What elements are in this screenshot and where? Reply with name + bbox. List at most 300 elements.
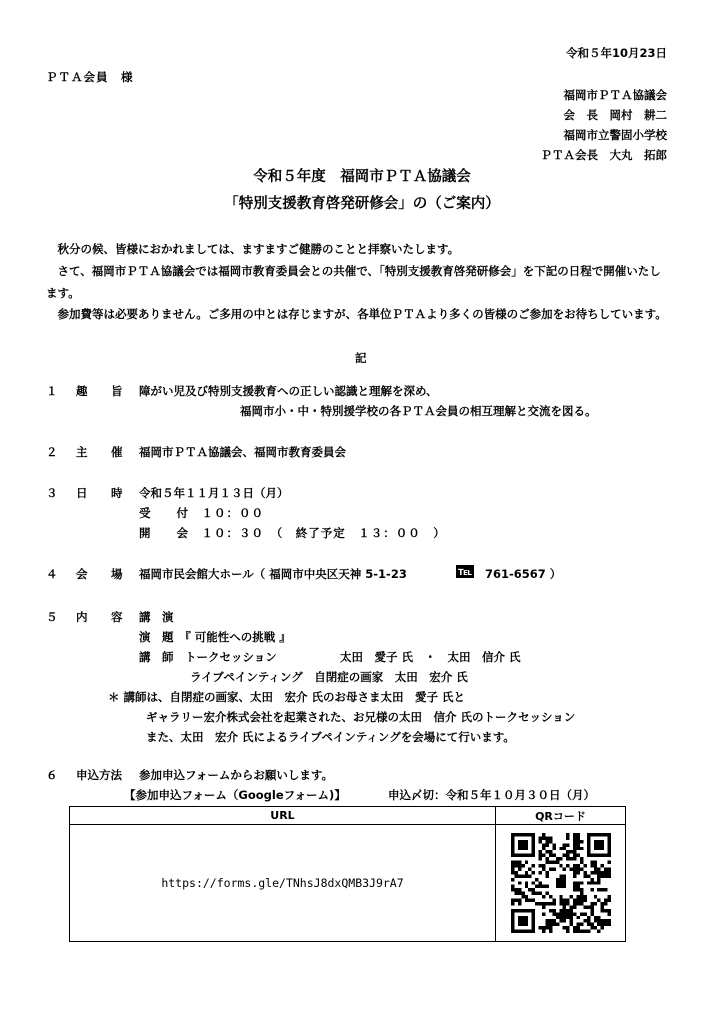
qr-module bbox=[517, 902, 520, 905]
qr-module bbox=[545, 836, 548, 839]
qr-module bbox=[562, 867, 565, 870]
qr-module bbox=[607, 923, 610, 926]
qr-module bbox=[607, 912, 610, 915]
qr-module bbox=[538, 836, 541, 839]
qr-module bbox=[579, 912, 582, 915]
item-6-heading bbox=[46, 767, 138, 783]
qr-module bbox=[607, 909, 610, 912]
qr-module bbox=[569, 912, 572, 915]
qr-module bbox=[548, 926, 551, 929]
qr-module bbox=[531, 871, 534, 874]
qr-module bbox=[548, 836, 551, 839]
qr-module bbox=[573, 850, 576, 853]
qr-module bbox=[569, 895, 572, 898]
item-label: 日 時 bbox=[76, 486, 129, 500]
qr-module bbox=[538, 864, 541, 867]
qr-module bbox=[531, 864, 534, 867]
qr-module bbox=[576, 916, 579, 919]
qr-module bbox=[597, 874, 600, 877]
qr-module bbox=[517, 874, 520, 877]
qr-module bbox=[576, 885, 579, 888]
letter-date: 令和５年10月23日 bbox=[565, 46, 667, 60]
item-number: １ bbox=[46, 384, 58, 398]
qr-module bbox=[542, 895, 545, 898]
qr-module bbox=[538, 926, 541, 929]
qr-module bbox=[583, 871, 586, 874]
qr-module bbox=[552, 867, 555, 870]
qr-module bbox=[576, 930, 579, 933]
qr-module bbox=[583, 899, 586, 902]
qr-module bbox=[583, 864, 586, 867]
form-title: 【参加申込フォーム（Googleフォーム)】 bbox=[124, 788, 346, 802]
qr-module bbox=[559, 902, 562, 905]
qr-module bbox=[542, 854, 545, 857]
qr-module bbox=[514, 888, 517, 891]
qr-module bbox=[583, 930, 586, 933]
qr-module bbox=[542, 867, 545, 870]
qr-module bbox=[573, 847, 576, 850]
qr-module bbox=[531, 881, 534, 884]
qr-module bbox=[569, 850, 572, 853]
sender-block bbox=[541, 85, 668, 165]
qr-module bbox=[511, 902, 514, 905]
qr-module bbox=[566, 843, 569, 846]
item-5-note: ＊ 講師は、自閉症の画家、太田 宏介 氏のお母さま太田 愛子 氏と bbox=[108, 690, 466, 704]
item-1-heading bbox=[46, 383, 138, 399]
qr-module bbox=[548, 895, 551, 898]
qr-module bbox=[559, 857, 562, 860]
item-5-note: また、太田 宏介 氏によるライブペインティングを会場にて行います。 bbox=[146, 730, 515, 744]
qr-module bbox=[559, 874, 566, 877]
qr-module bbox=[573, 854, 576, 857]
sender-line: 福岡市立警固小学校 bbox=[563, 128, 667, 142]
qr-module bbox=[600, 905, 603, 908]
qr-module bbox=[576, 836, 579, 839]
qr-module bbox=[566, 916, 569, 919]
item-6-text: 参加申込フォームからお願いします。 bbox=[139, 768, 334, 782]
item-5-live-painting: ライブペインティング 自閉症の画家 太田 宏介 氏 bbox=[190, 670, 468, 684]
qr-module bbox=[542, 847, 545, 850]
qr-module bbox=[531, 899, 534, 902]
qr-module bbox=[528, 888, 531, 891]
qr-module bbox=[590, 888, 593, 891]
qr-module bbox=[586, 874, 589, 877]
qr-module bbox=[514, 861, 517, 864]
qr-module bbox=[573, 843, 576, 846]
qr-header: QRコード bbox=[496, 807, 626, 825]
qr-module bbox=[583, 874, 586, 877]
qr-module bbox=[566, 864, 569, 867]
qr-module bbox=[566, 912, 569, 915]
qr-module bbox=[524, 895, 527, 898]
qr-module bbox=[593, 861, 596, 864]
qr-module bbox=[562, 854, 565, 857]
qr-module bbox=[542, 843, 545, 846]
qr-module bbox=[607, 861, 610, 864]
qr-module bbox=[579, 847, 582, 850]
qr-module bbox=[593, 916, 596, 919]
qr-module bbox=[524, 885, 527, 888]
qr-module bbox=[590, 902, 593, 905]
qr-module bbox=[531, 892, 534, 895]
ki-heading: 記 bbox=[355, 351, 367, 365]
qr-module bbox=[573, 885, 576, 888]
qr-module bbox=[548, 923, 551, 926]
title-line-2: 「特別支援教育啓発研修会」の（ご案内） bbox=[224, 196, 500, 212]
qr-module bbox=[545, 850, 548, 853]
qr-module bbox=[573, 899, 576, 902]
qr-module bbox=[604, 899, 607, 902]
qr-module bbox=[579, 867, 582, 870]
qr-module bbox=[597, 899, 600, 902]
qr-module bbox=[590, 926, 593, 929]
qr-module bbox=[566, 857, 569, 860]
qr-module bbox=[569, 867, 572, 870]
qr-module bbox=[586, 923, 589, 926]
qr-module bbox=[607, 919, 610, 922]
qr-module bbox=[590, 905, 593, 908]
qr-module bbox=[542, 833, 545, 836]
qr-module bbox=[559, 864, 562, 867]
item-4-venue: 福岡市民会館大ホール（ 福岡市中央区天神 5-1-23 bbox=[139, 567, 407, 581]
qr-module bbox=[597, 888, 600, 891]
qr-module bbox=[593, 867, 596, 870]
qr-module bbox=[607, 874, 610, 877]
qr-module bbox=[555, 857, 558, 860]
item-number: ５ bbox=[46, 610, 58, 624]
qr-module bbox=[542, 930, 545, 933]
qr-module bbox=[545, 840, 548, 843]
qr-module bbox=[552, 909, 555, 912]
qr-module bbox=[566, 854, 569, 857]
qr-module bbox=[576, 899, 579, 902]
qr-module bbox=[514, 874, 517, 877]
qr-code-graphic bbox=[511, 833, 611, 933]
qr-module bbox=[542, 905, 545, 908]
qr-module bbox=[535, 902, 538, 905]
qr-module bbox=[569, 909, 572, 912]
qr-module bbox=[604, 888, 607, 891]
qr-module bbox=[545, 857, 548, 860]
qr-module bbox=[511, 864, 514, 867]
qr-module bbox=[600, 864, 603, 867]
qr-module bbox=[548, 919, 551, 922]
item-1-text: 障がい児及び特別支援教育への正しい認識と理解を深め、 bbox=[139, 384, 438, 398]
qr-module bbox=[559, 847, 562, 850]
qr-module bbox=[524, 899, 527, 902]
item-number: ４ bbox=[46, 567, 58, 581]
qr-module bbox=[590, 912, 593, 915]
intro-paragraph: さて、福岡市ＰＴＡ協議会では福岡市教育委員会との共催で、「特別支援教育啓発研修会」を下記の日程で開催いたします。 bbox=[46, 264, 661, 300]
item-3-heading bbox=[46, 485, 138, 501]
qr-module bbox=[542, 912, 545, 915]
qr-module bbox=[579, 840, 582, 843]
qr-module bbox=[579, 899, 582, 902]
qr-module bbox=[511, 878, 514, 881]
qr-module bbox=[562, 905, 565, 908]
qr-module bbox=[566, 926, 569, 929]
qr-module bbox=[576, 888, 579, 891]
greeting-paragraph: 秋分の候、皆様におかれましては、ますますご健勝のことと拝察いたします。 bbox=[46, 242, 460, 256]
qr-module bbox=[548, 840, 551, 843]
qr-module bbox=[593, 871, 596, 874]
qr-module bbox=[538, 885, 541, 888]
item-4-phone: 761-6567 ） bbox=[485, 567, 562, 581]
qr-module bbox=[576, 843, 579, 846]
qr-module bbox=[538, 881, 541, 884]
qr-module bbox=[573, 905, 576, 908]
qr-module bbox=[548, 930, 551, 933]
qr-module bbox=[548, 909, 551, 912]
qr-module bbox=[517, 892, 520, 895]
qr-module bbox=[559, 895, 562, 898]
qr-module bbox=[511, 888, 514, 891]
qr-module bbox=[542, 864, 545, 867]
qr-module bbox=[552, 919, 555, 922]
qr-module bbox=[517, 916, 527, 926]
qr-module bbox=[604, 874, 607, 877]
qr-module bbox=[566, 836, 569, 839]
qr-module bbox=[542, 836, 545, 839]
qr-module bbox=[562, 843, 565, 846]
qr-module bbox=[559, 919, 562, 922]
qr-module bbox=[604, 902, 607, 905]
qr-module bbox=[597, 881, 600, 884]
qr-module bbox=[569, 916, 572, 919]
qr-module bbox=[545, 843, 548, 846]
item-2-heading bbox=[46, 444, 138, 460]
qr-module bbox=[566, 909, 569, 912]
qr-module bbox=[521, 874, 524, 877]
qr-module bbox=[579, 895, 582, 898]
qr-module bbox=[538, 902, 541, 905]
qr-module bbox=[607, 899, 610, 902]
qr-module bbox=[597, 878, 600, 881]
qr-module bbox=[576, 840, 579, 843]
qr-module bbox=[517, 899, 520, 902]
qr-module bbox=[538, 840, 541, 843]
qr-module bbox=[531, 888, 534, 891]
qr-module bbox=[576, 902, 579, 905]
qr-module bbox=[552, 847, 555, 850]
qr-module bbox=[576, 854, 579, 857]
qr-module bbox=[576, 867, 579, 870]
sender-line: 会 長 岡村 耕二 bbox=[563, 108, 667, 122]
item-5-speakers: 太田 愛子 氏 ・ 太田 信介 氏 bbox=[340, 650, 521, 664]
qr-module bbox=[514, 864, 517, 867]
qr-module bbox=[548, 850, 551, 853]
qr-module bbox=[562, 902, 565, 905]
item-2-text: 福岡市ＰＴＡ協議会、福岡市教育委員会 bbox=[139, 445, 346, 459]
qr-module bbox=[538, 871, 541, 874]
qr-module bbox=[552, 902, 555, 905]
qr-module bbox=[545, 871, 548, 874]
qr-cell bbox=[496, 825, 626, 942]
qr-module bbox=[555, 923, 558, 926]
qr-module bbox=[562, 909, 565, 912]
item-label: 会 場 bbox=[76, 567, 129, 581]
sender-line: ＰＴＡ会長 大丸 拓郎 bbox=[540, 148, 667, 162]
qr-module bbox=[552, 843, 555, 846]
item-5-topic: 演 題 『 可能性への挑戦 』 bbox=[139, 630, 291, 644]
qr-module bbox=[573, 930, 576, 933]
qr-module bbox=[545, 861, 548, 864]
qr-module bbox=[576, 926, 579, 929]
qr-module bbox=[586, 905, 589, 908]
qr-module bbox=[579, 857, 582, 860]
qr-module bbox=[566, 899, 569, 902]
qr-module bbox=[607, 867, 610, 870]
qr-module bbox=[552, 854, 555, 857]
qr-module bbox=[593, 926, 596, 929]
qr-module bbox=[521, 864, 524, 867]
qr-module bbox=[593, 864, 596, 867]
item-label: 内 容 bbox=[76, 610, 129, 624]
qr-module bbox=[542, 926, 545, 929]
item-5-lecture: 講 演 bbox=[139, 610, 174, 624]
qr-module bbox=[576, 881, 579, 884]
item-1-text: 福岡市小・中・特別援学校の各ＰＴＡ会員の相互理解と交流を図る。 bbox=[240, 404, 597, 418]
qr-module bbox=[576, 833, 579, 836]
url-header: URL bbox=[70, 807, 496, 825]
qr-module bbox=[517, 861, 520, 864]
qr-module bbox=[573, 840, 576, 843]
qr-module bbox=[600, 909, 603, 912]
qr-module bbox=[573, 926, 576, 929]
qr-module bbox=[590, 864, 593, 867]
qr-module bbox=[583, 919, 586, 922]
addressee: ＰＴＡ会員 様 bbox=[46, 70, 134, 84]
qr-module bbox=[535, 878, 538, 881]
qr-module bbox=[579, 888, 582, 891]
qr-module bbox=[579, 892, 582, 895]
item-5-note: ギャラリー宏介株式会社を起業された、お兄様の太田 信介 氏のトークセッション bbox=[146, 710, 576, 724]
qr-module bbox=[559, 909, 562, 912]
qr-module bbox=[514, 899, 517, 902]
qr-module bbox=[593, 902, 596, 905]
qr-module bbox=[562, 899, 565, 902]
qr-module bbox=[566, 833, 569, 836]
qr-module bbox=[573, 864, 576, 867]
qr-module bbox=[593, 840, 603, 850]
qr-module bbox=[538, 854, 541, 857]
qr-module bbox=[597, 923, 600, 926]
qr-module bbox=[545, 902, 548, 905]
qr-module bbox=[604, 867, 607, 870]
qr-module bbox=[552, 899, 555, 902]
qr-module bbox=[511, 885, 514, 888]
qr-module bbox=[576, 847, 579, 850]
qr-module bbox=[569, 905, 572, 908]
qr-module bbox=[517, 881, 520, 884]
qr-module bbox=[586, 916, 589, 919]
qr-module bbox=[597, 916, 600, 919]
qr-module bbox=[590, 861, 593, 864]
qr-module bbox=[535, 892, 538, 895]
qr-module bbox=[521, 892, 524, 895]
qr-module bbox=[524, 881, 527, 884]
qr-module bbox=[573, 912, 576, 915]
qr-module bbox=[569, 857, 572, 860]
qr-module bbox=[569, 923, 572, 926]
qr-module bbox=[583, 905, 586, 908]
qr-module bbox=[573, 833, 576, 836]
title-line-1: 令和５年度 福岡市ＰＴＡ協議会 bbox=[253, 169, 471, 185]
qr-module bbox=[597, 930, 600, 933]
qr-module bbox=[545, 874, 548, 877]
qr-module bbox=[600, 874, 603, 877]
qr-module bbox=[555, 912, 558, 915]
qr-module bbox=[600, 888, 603, 891]
qr-module bbox=[517, 867, 520, 870]
deadline: 申込〆切：令和５年１０月３０日（月） bbox=[388, 788, 595, 802]
qr-module bbox=[604, 919, 607, 922]
item-4-heading bbox=[46, 566, 138, 582]
qr-module bbox=[528, 899, 531, 902]
qr-module bbox=[548, 867, 551, 870]
qr-module bbox=[511, 871, 514, 874]
sender-line: 福岡市ＰＴＡ協議会 bbox=[563, 88, 667, 102]
qr-module bbox=[545, 919, 548, 922]
qr-module bbox=[545, 926, 548, 929]
qr-module bbox=[597, 919, 600, 922]
qr-module bbox=[559, 916, 562, 919]
qr-module bbox=[524, 874, 527, 877]
qr-module bbox=[573, 902, 576, 905]
qr-module bbox=[604, 923, 607, 926]
qr-module bbox=[555, 878, 565, 888]
qr-module bbox=[579, 881, 582, 884]
qr-module bbox=[590, 871, 593, 874]
qr-module bbox=[535, 885, 538, 888]
item-3-opening: 開 会 １０：３０ （ 終了予定 １３：００ ） bbox=[139, 526, 446, 540]
application-table bbox=[69, 806, 626, 942]
item-number: ３ bbox=[46, 486, 58, 500]
qr-module bbox=[600, 902, 603, 905]
qr-module bbox=[566, 902, 569, 905]
qr-module bbox=[576, 864, 579, 867]
qr-module bbox=[583, 895, 586, 898]
qr-module bbox=[542, 902, 545, 905]
qr-module bbox=[597, 871, 600, 874]
qr-module bbox=[517, 888, 520, 891]
qr-module bbox=[528, 867, 531, 870]
qr-module bbox=[524, 871, 527, 874]
qr-module bbox=[593, 881, 596, 884]
qr-module bbox=[600, 871, 603, 874]
qr-module bbox=[579, 902, 582, 905]
qr-module bbox=[538, 892, 541, 895]
qr-module bbox=[528, 874, 531, 877]
qr-module bbox=[511, 899, 514, 902]
form-url-link[interactable]: https://forms.gle/TNhsJ8dxQMB3J9rA7 bbox=[70, 825, 496, 942]
qr-module bbox=[562, 916, 565, 919]
qr-module bbox=[542, 885, 545, 888]
qr-module bbox=[548, 861, 551, 864]
qr-module bbox=[573, 881, 576, 884]
qr-module bbox=[573, 867, 576, 870]
qr-module bbox=[590, 923, 593, 926]
item-number: ２ bbox=[46, 445, 58, 459]
item-label: 主 催 bbox=[76, 445, 129, 459]
fee-paragraph: 参加費等は必要ありません。ご多用の中とは存じますが、各単位ＰＴＡより多くの皆様のご参加をお待ちしています。 bbox=[46, 307, 667, 321]
qr-module bbox=[579, 861, 582, 864]
qr-code-icon[interactable] bbox=[511, 833, 611, 933]
qr-module bbox=[607, 895, 610, 898]
qr-module bbox=[517, 864, 520, 867]
qr-module bbox=[538, 850, 541, 853]
qr-module bbox=[576, 871, 579, 874]
